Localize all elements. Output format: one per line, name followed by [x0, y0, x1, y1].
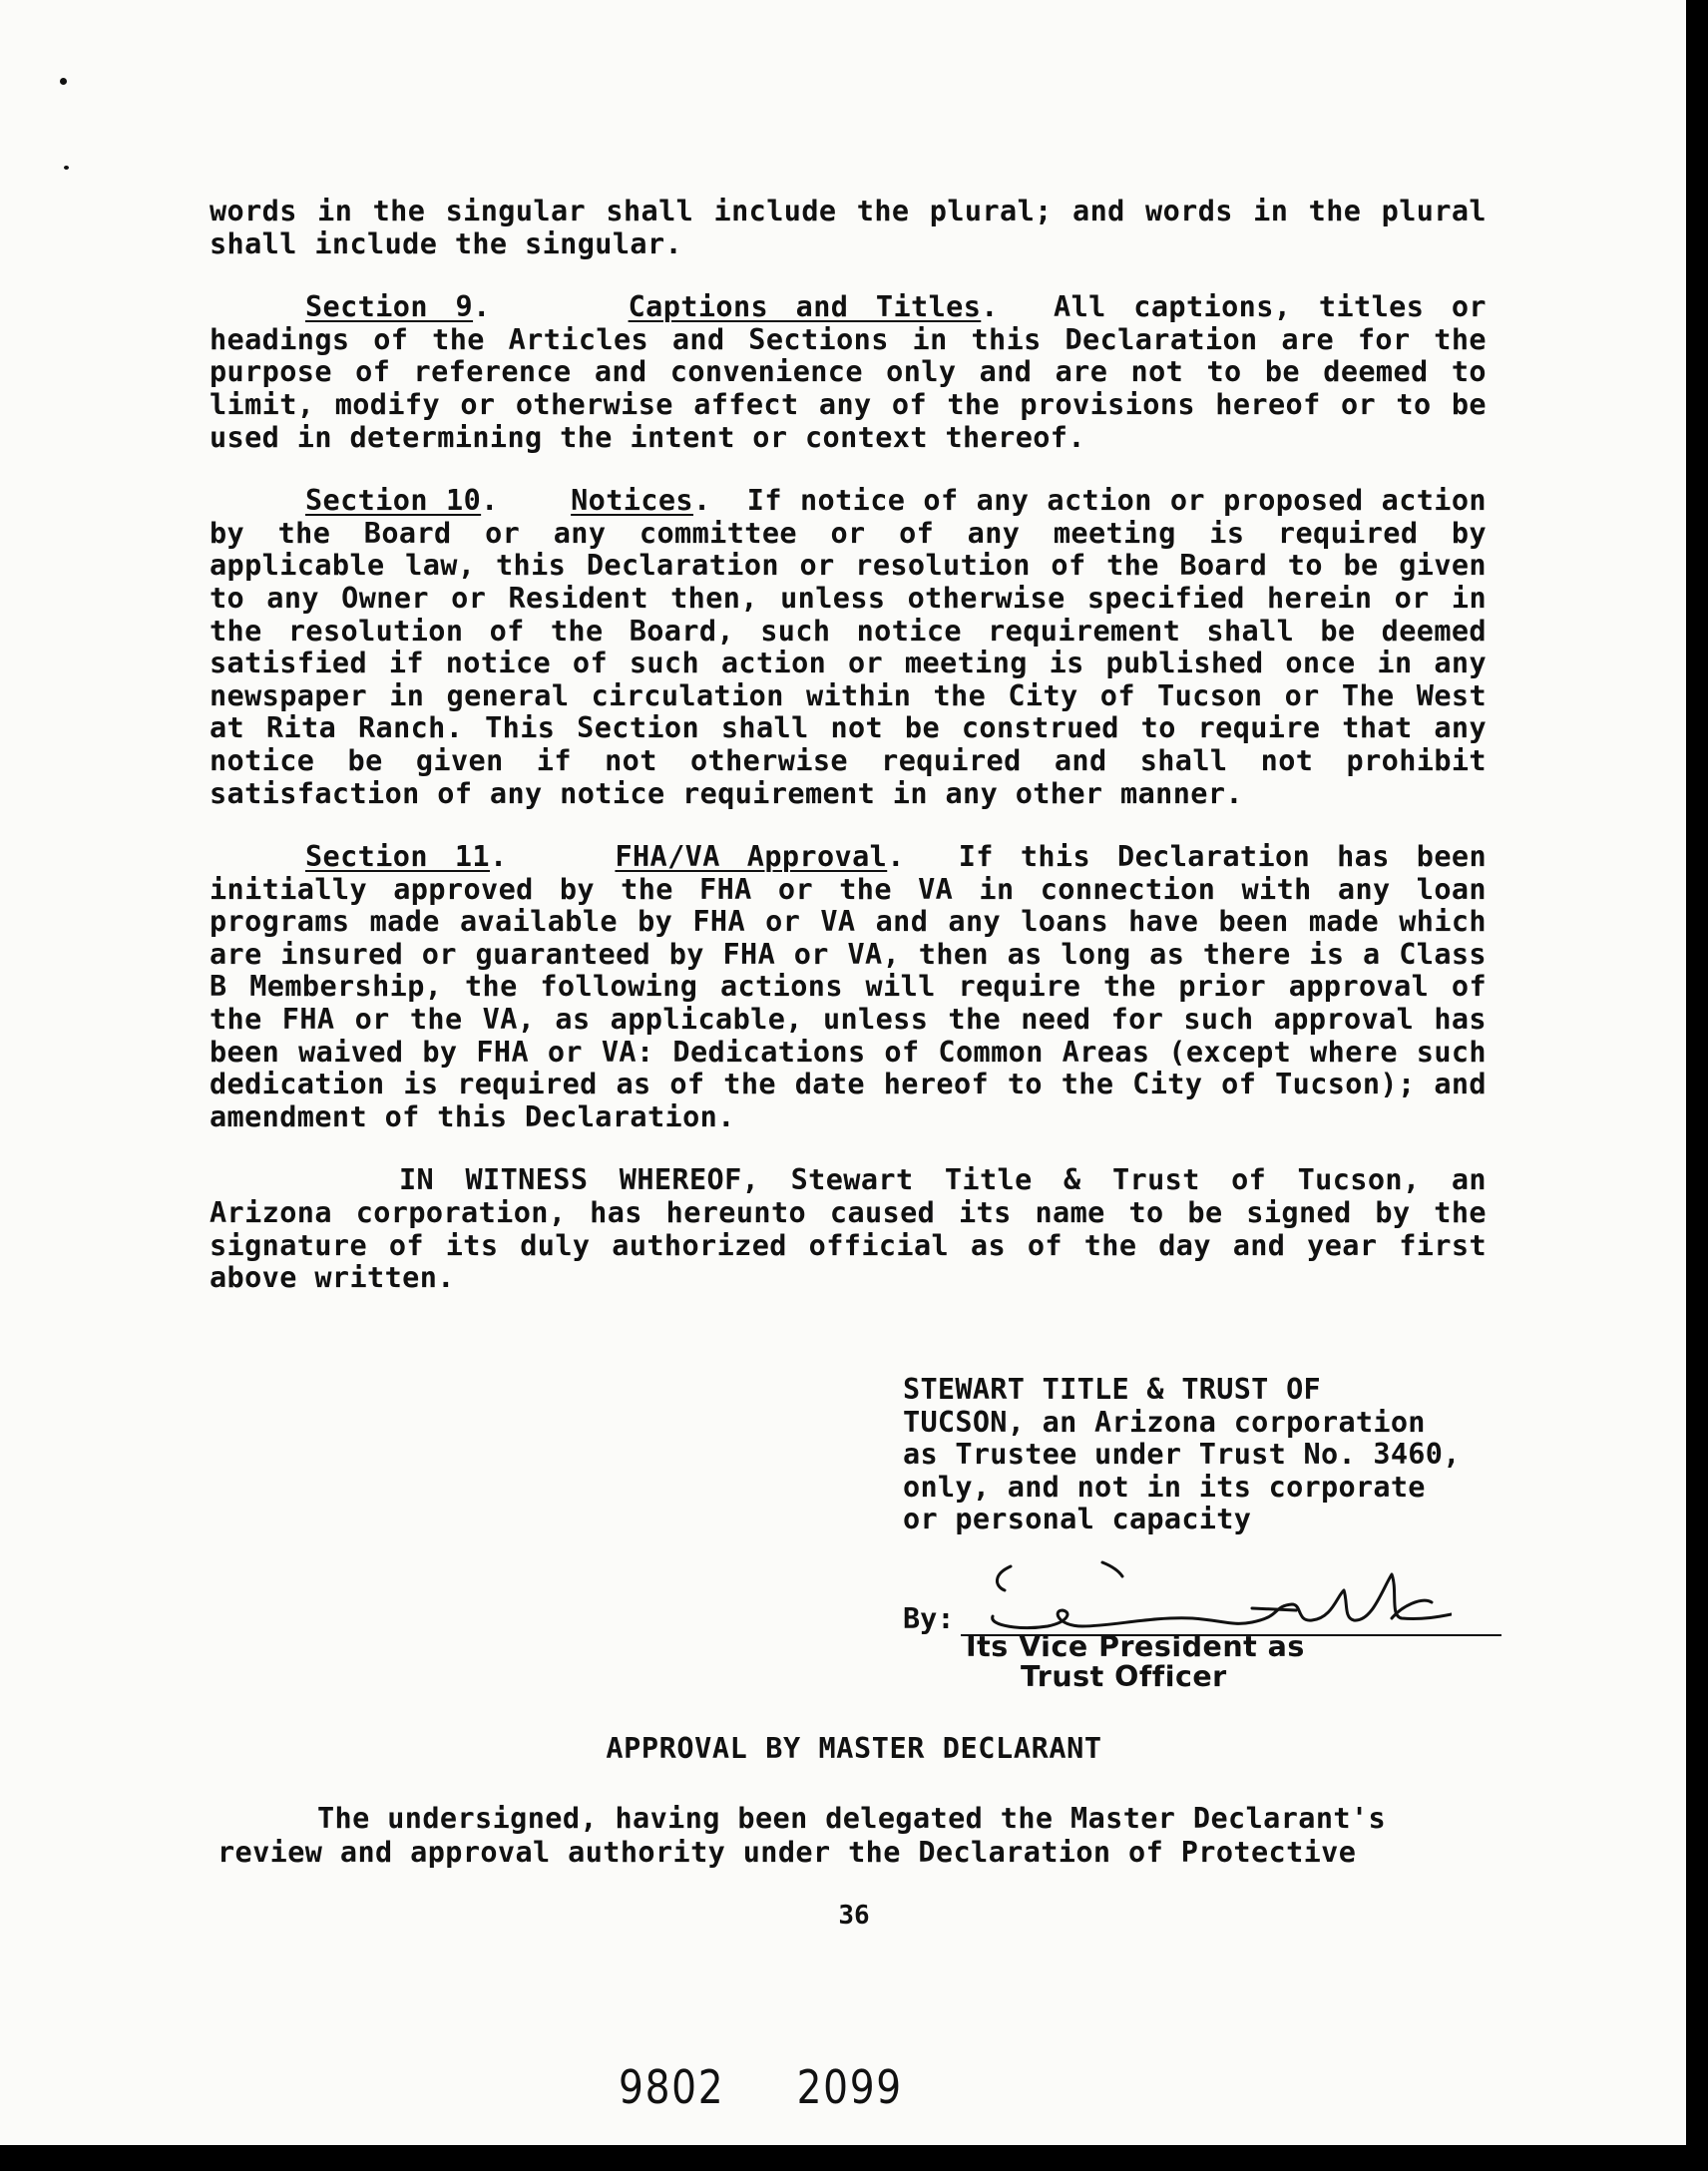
by-label: By: — [903, 1602, 955, 1635]
section-10-label: Section 10 — [305, 484, 482, 518]
approval-text: The undersigned, having been delegated the Master Declarant's review and approval authority under the Declaration of Protective — [217, 1802, 1387, 1869]
officer-title-line: Its Vice President as — [966, 1630, 1305, 1663]
scan-speck — [60, 78, 67, 85]
signatory-line: STEWART TITLE & TRUST OF — [903, 1373, 1322, 1406]
officer-title-line: Trust Officer — [1021, 1660, 1227, 1693]
approval-heading: APPROVAL BY MASTER DECLARANT — [606, 1732, 1102, 1765]
page-number: 36 — [838, 1901, 870, 1931]
section-9-text: All captions, titles or headings of the Articles and Sections in this Declaration are for the purpose of reference and convenience only and are not to be deemed to limit, modify or otherwise affect any of the provisions hereof or to be used in determining the intent or context thereof. — [210, 290, 1487, 454]
signatory-line: or personal capacity — [903, 1503, 1252, 1536]
scan-speck — [64, 166, 69, 170]
section-11-label: Section 11 — [305, 840, 490, 874]
document-stamp-number — [619, 2060, 975, 2114]
document-body — [210, 196, 1487, 1326]
stamp-part: 9802 — [619, 2060, 725, 2114]
section-10-paragraph: Section 10. Notices. If notice of any action or proposed action by the Board or any committee or of any meeting is required by applicable law, this Declaration or resolution of the Board to be given to any Owner or Resident then, unless otherwise specified herein or in the resolution of the Board, such notice requirement shall be deemed satisfied if notice of such action or meeting is published once in any newspaper in general circulation within the City of Tucson or The West at Rita Ranch. This Section shall not be construed to require that any notice be given if not otherwise required and shall not prohibit satisfaction of any notice requirement in any other manner. — [210, 484, 1487, 810]
section-9-label: Section 9 — [305, 290, 474, 324]
signatory-line: only, and not in its corporate — [903, 1470, 1426, 1504]
section-11-paragraph: Section 11. FHA/VA Approval. If this Declaration has been initially approved by the FHA or the VA in connection with any loan programs made available by FHA or VA and any loans have been made which are insured or guaranteed by FHA or VA, then as long as there is a Class B Membership, the following actions will require the prior approval of the FHA or the VA, as applicable, unless the need for such approval has been waived by FHA or VA: Dedications of Common Areas (except where such dedication is required as of the date hereof to the City of Tucson); and amendment of this Declaration. — [210, 840, 1488, 1133]
signatory-block — [903, 1374, 1501, 1536]
witness-paragraph: IN WITNESS WHEREOF, Stewart Title & Trust of Tucson, an Arizona corporation, has hereunto caused its name to be signed by the signature of its duly authorized official as of the day and year first above written. — [210, 1163, 1487, 1295]
approval-paragraph — [217, 1802, 1494, 1870]
signatory-line: as Trustee under Trust No. 3460, — [903, 1438, 1461, 1472]
section-11-title: FHA/VA Approval — [615, 840, 888, 874]
signatory-line: TUCSON, an Arizona corporation — [903, 1405, 1426, 1439]
section-10-text: If notice of any action or proposed action by the Board or any committee or of any meeting is required by applicable law, this Declaration or resolution of the Board to be given to any Owner or Resident then, unless otherwise specified herein or in the resolution of the Board, such notice requirement shall be deemed satisfied if notice of such action or meeting is published once in any newspaper in general circulation within the City of Tucson or The West at Rita Ranch. This Section shall not be construed to require that any notice be given if not otherwise required and shall not prohibit satisfaction of any notice requirement in any other manner. — [210, 484, 1487, 810]
continuation-paragraph: words in the singular shall include the plural; and words in the plural shall include the singular. — [210, 195, 1487, 260]
officer-title — [966, 1632, 1305, 1692]
section-10-title: Notices — [571, 484, 693, 518]
section-11-text: If this Declaration has been initially approved by the FHA or the VA in connection with any loan programs made available by FHA or VA and any loans have been made which are insured or guaranteed by FHA or VA, then as long as there is a Class B Membership, the following actions will require the prior approval of the FHA or the VA, as applicable, unless the need for such approval has been waived by FHA or VA: Dedications of Common Areas (except where such dedication is required as of the date hereof to the City of Tucson); and amendment of this Declaration. — [210, 840, 1488, 1133]
section-9-paragraph: Section 9. Captions and Titles. All captions, titles or headings of the Articles and Sections in this Declaration are for the purpose of reference and convenience only and are not to be deemed to limit, modify or otherwise affect any of the provisions hereof or to be used in determining the intent or context thereof. — [210, 290, 1487, 454]
section-9-title: Captions and Titles — [628, 290, 982, 324]
stamp-part: 2099 — [796, 2060, 903, 2114]
